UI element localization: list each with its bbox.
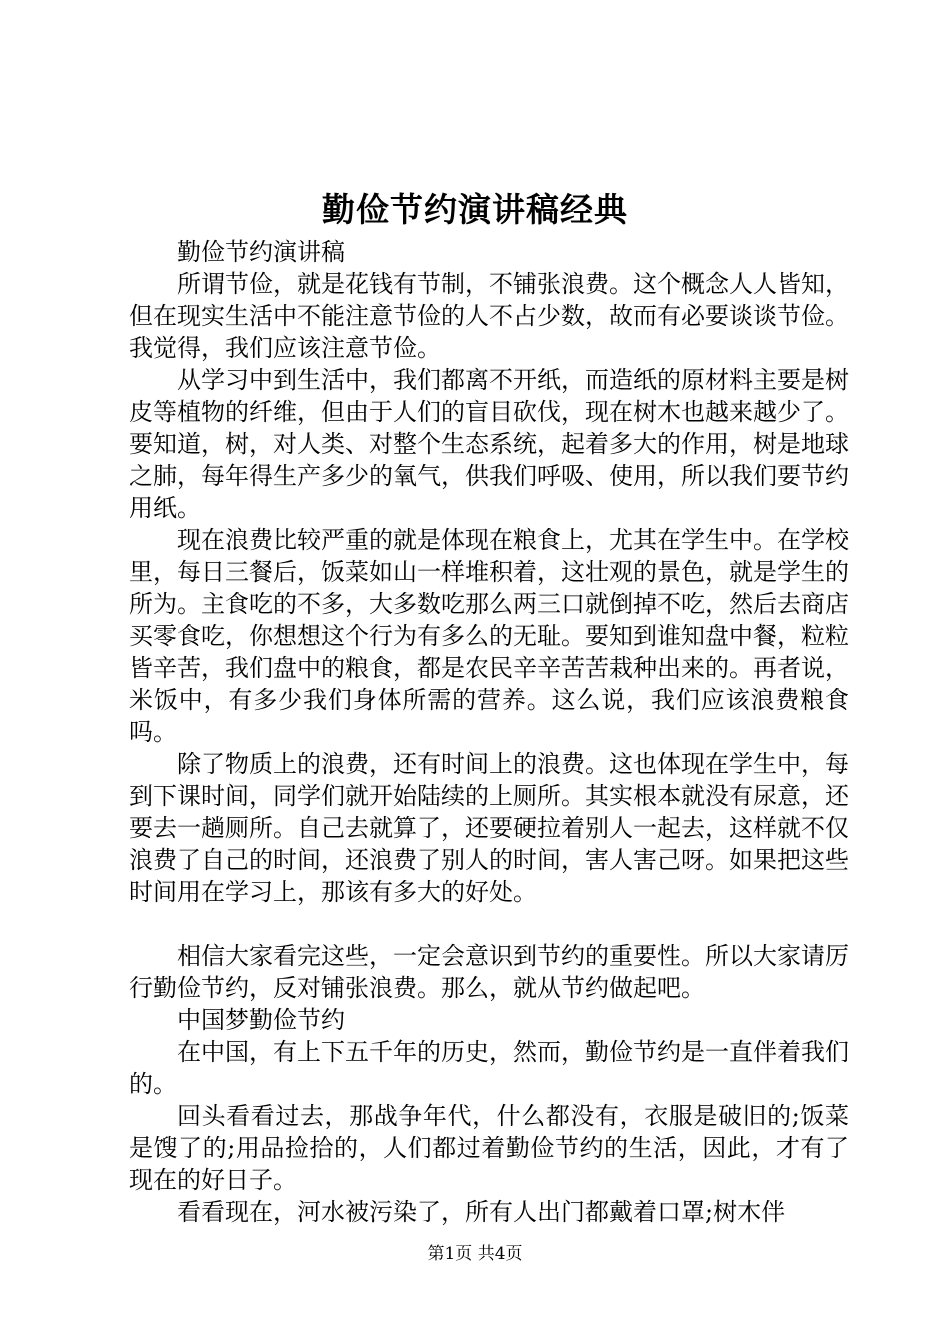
- page-number-footer: 第1页 共4页: [427, 1244, 523, 1264]
- paragraph: 看看现在，河水被污染了，所有人出门都戴着口罩;树木伴: [177, 1198, 786, 1226]
- paragraph-subtitle: 中国梦勤俭节约: [177, 1006, 345, 1034]
- paragraph: 除了物质上的浪费，还有时间上的浪费。这也体现在学生中，每到下课时间，同学们就开始陆续的上厕所。其实根本就没有尿意，还要去一趟厕所。自己去就算了，还要硬拉着别人一起去，这样就不仅浪费了自己的时间，还浪费了别人的时间，害人害己呀。如果把这些时间用在学习上，那该有多大的好处。: [129, 750, 849, 906]
- paragraph-subtitle: 勤俭节约演讲稿: [177, 238, 345, 266]
- paragraph: 相信大家看完这些，一定会意识到节约的重要性。所以大家请厉行勤俭节约，反对铺张浪费。那么，就从节约做起吧。: [129, 942, 849, 1002]
- document-body: [129, 236, 849, 1228]
- paragraph: 从学习中到生活中，我们都离不开纸，而造纸的原材料主要是树皮等植物的纤维，但由于人们的盲目砍伐，现在树木也越来越少了。要知道，树，对人类、对整个生态系统，起着多大的作用，树是地球之肺，每年得生产多少的氧气，供我们呼吸、使用，所以我们要节约用纸。: [129, 366, 849, 522]
- paragraph: 现在浪费比较严重的就是体现在粮食上，尤其在学生中。在学校里，每日三餐后，饭菜如山一样堆积着，这壮观的景色，就是学生的所为。主食吃的不多，大多数吃那么两三口就倒掉不吃，然后去商店买零食吃，你想想这个行为有多么的无耻。要知到谁知盘中餐，粒粒皆辛苦，我们盘中的粮食，都是农民辛辛苦苦栽种出来的。再者说，米饭中，有多少我们身体所需的营养。这么说，我们应该浪费粮食吗。: [129, 526, 849, 746]
- document-title: 勤俭节约演讲稿经典: [322, 190, 628, 229]
- paragraph: 所谓节俭，就是花钱有节制，不铺张浪费。这个概念人人皆知，但在现实生活中不能注意节俭的人不占少数，故而有必要谈谈节俭。我觉得，我们应该注意节俭。: [129, 270, 849, 362]
- paragraph: 回头看看过去，那战争年代，什么都没有，衣服是破旧的;饭菜是馊了的;用品捡拾的，人们都过着勤俭节约的生活，因此，才有了现在的好日子。: [129, 1102, 849, 1194]
- paragraph: 在中国，有上下五千年的历史，然而，勤俭节约是一直伴着我们的。: [129, 1038, 849, 1098]
